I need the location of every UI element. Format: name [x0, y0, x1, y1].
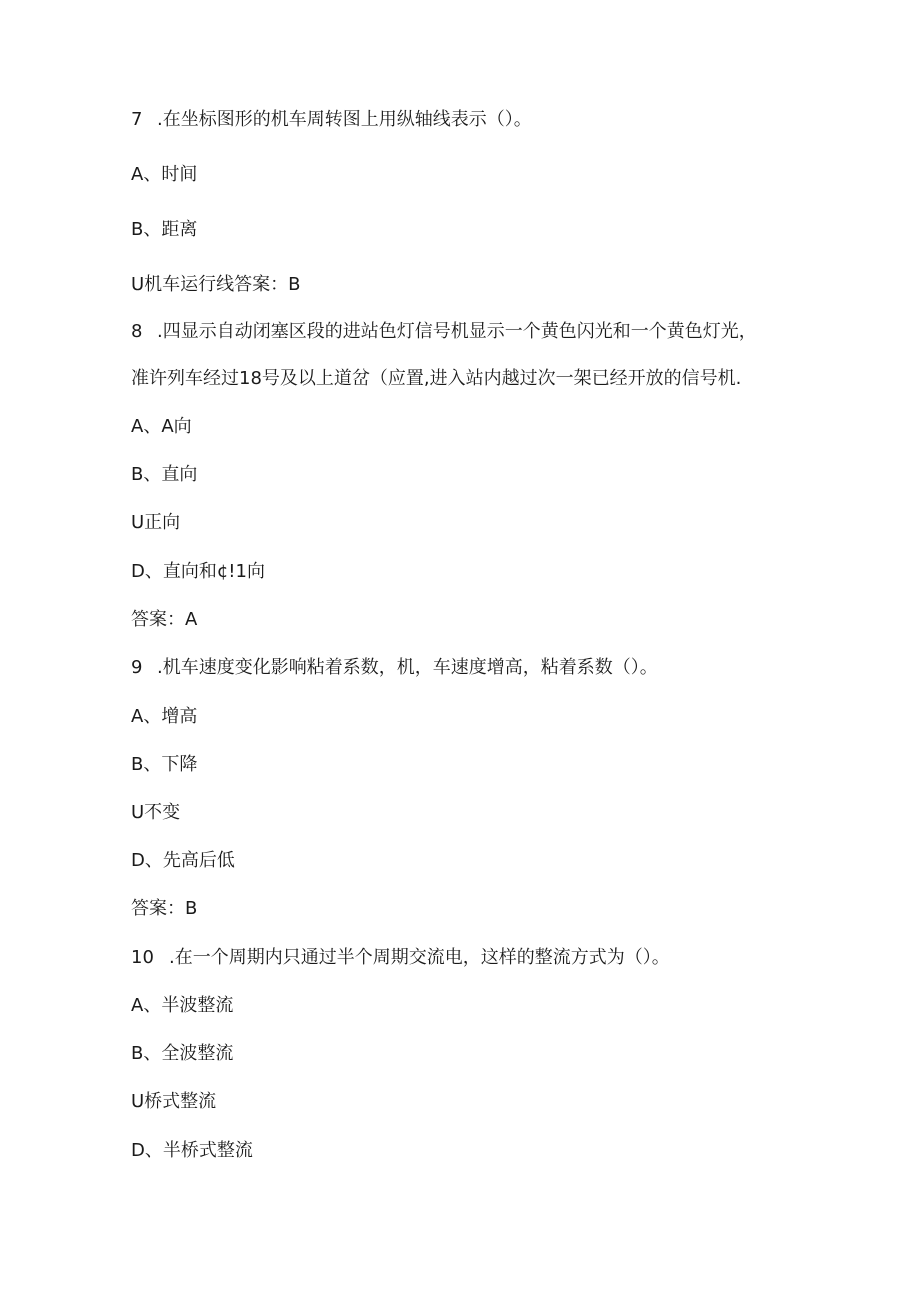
answer-text: 答案：A	[131, 609, 198, 630]
question-7-option-c-answer	[131, 273, 301, 297]
question-10-option-b	[131, 1042, 233, 1066]
question-text: .四显示自动闭塞区段的进站色灯信号机显示一个黄色闪光和一个黄色灯光，	[157, 321, 757, 342]
option-text: A、增高	[131, 706, 198, 727]
question-7-option-a	[131, 163, 197, 187]
option-text: A、时间	[131, 164, 198, 185]
question-10-option-a	[131, 994, 233, 1018]
question-7-stem	[131, 108, 532, 132]
question-number: 7	[131, 109, 143, 130]
question-10-option-c	[131, 1090, 216, 1114]
question-number: 9	[131, 657, 143, 678]
option-text: U正向	[131, 512, 181, 533]
question-8-option-d	[131, 560, 265, 584]
option-answer-text: U机车运行线答案：B	[131, 274, 301, 295]
question-9-stem	[131, 656, 658, 680]
option-text: D、半桥式整流	[131, 1140, 253, 1161]
question-9-option-b	[131, 753, 197, 777]
question-9-answer	[131, 897, 197, 921]
option-text: B、距离	[131, 219, 198, 240]
answer-text: 答案：B	[131, 898, 198, 919]
option-text: U桥式整流	[131, 1091, 217, 1112]
question-number: 8	[131, 321, 143, 342]
question-text: .在坐标图形的机车周转图上用纵轴线表示（）。	[157, 109, 532, 130]
question-number: 10	[131, 947, 154, 968]
question-9-option-a	[131, 705, 197, 729]
question-8-stem-continued	[131, 367, 741, 391]
option-text: D、先高后低	[131, 850, 235, 871]
question-10-stem	[131, 946, 670, 970]
question-8-option-a	[131, 415, 192, 439]
question-10-option-d	[131, 1139, 253, 1163]
question-8-option-b	[131, 463, 197, 487]
question-text: .在一个周期内只通过半个周期交流电，这样的整流方式为（）。	[169, 947, 670, 968]
option-text: B、全波整流	[131, 1043, 234, 1064]
question-9-option-c	[131, 801, 180, 825]
option-text: B、下降	[131, 754, 198, 775]
question-8-option-c	[131, 511, 180, 535]
question-8-stem	[131, 320, 757, 344]
question-8-answer	[131, 608, 197, 632]
question-9-option-d	[131, 849, 235, 873]
option-text: A、A向	[131, 416, 192, 437]
option-text: D、直向和¢!1向	[131, 561, 265, 582]
option-text: U不变	[131, 802, 181, 823]
option-text: A、半波整流	[131, 995, 234, 1016]
option-text: B、直向	[131, 464, 198, 485]
question-text: .机车速度变化影响粘着系数，机，车速度增高，粘着系数（）。	[157, 657, 658, 678]
question-7-option-b	[131, 218, 197, 242]
question-text-continued: 准许列车经过18号及以上道岔（应置,进入站内越过次一架已经开放的信号机.	[131, 368, 742, 389]
